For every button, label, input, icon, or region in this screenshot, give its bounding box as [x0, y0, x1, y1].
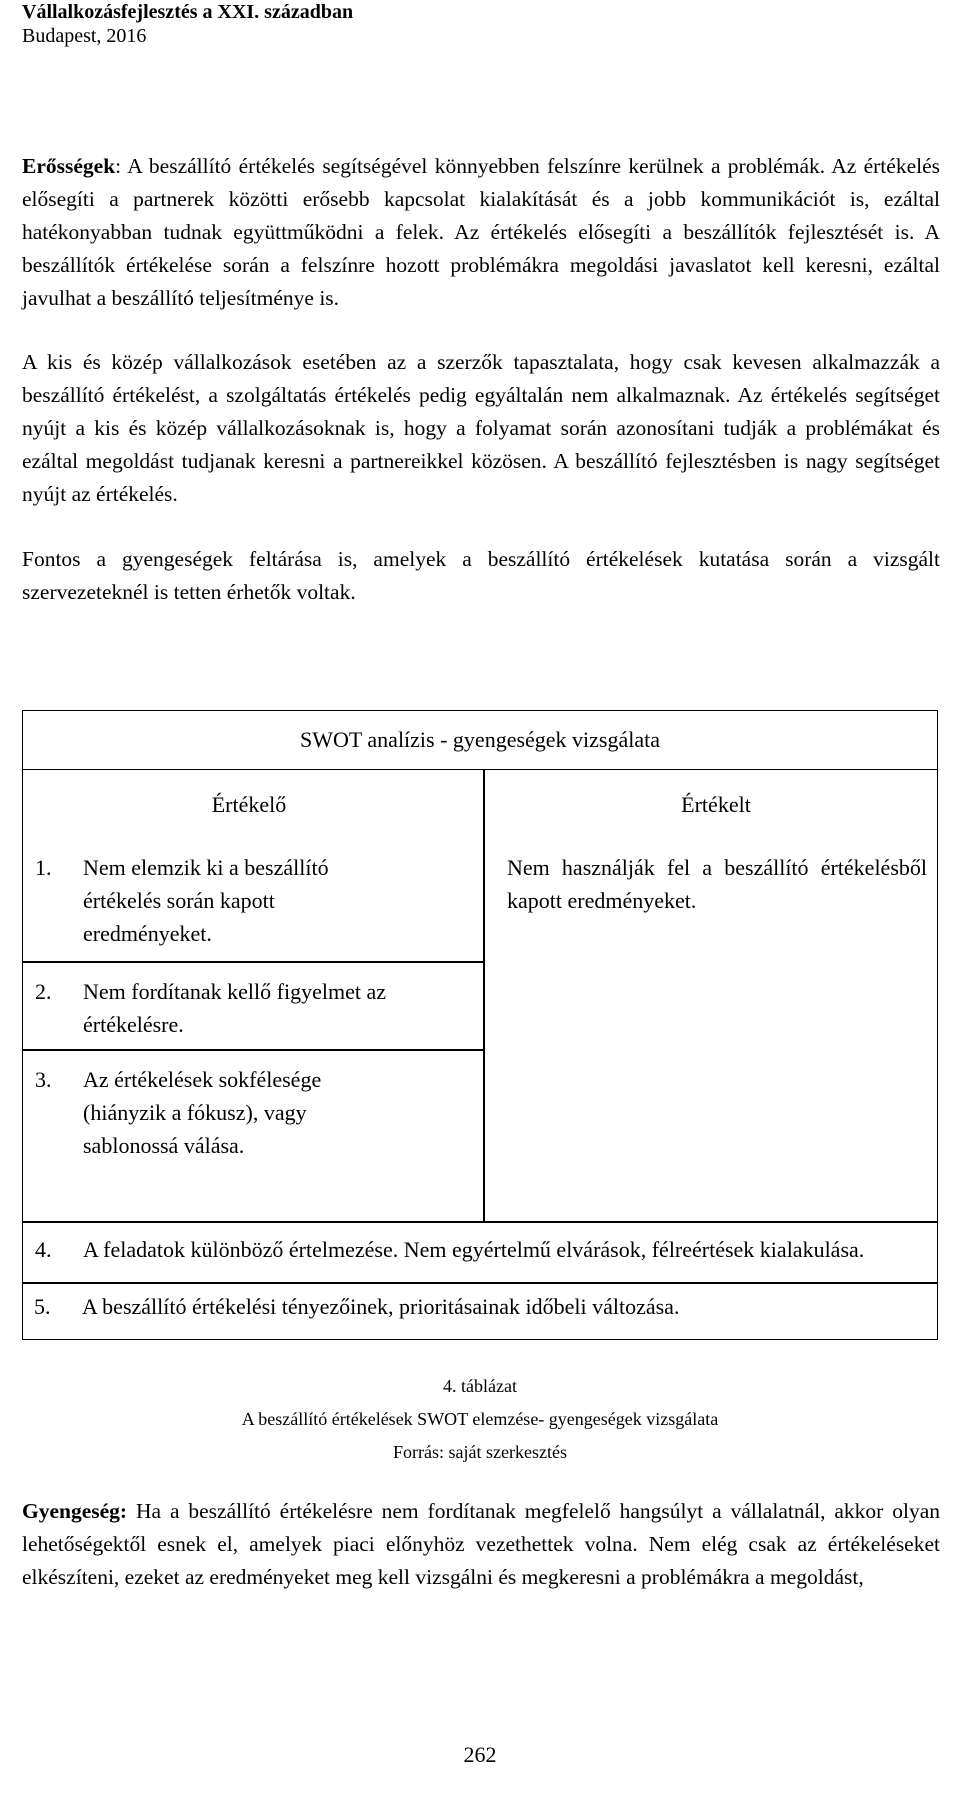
row-divider — [23, 1049, 483, 1051]
row-number: 3. — [35, 1067, 52, 1092]
header-title: Vállalkozásfejlesztés a XXI. században — [22, 1, 354, 23]
header-subtitle: Budapest, 2016 — [22, 25, 147, 47]
row-text: Nem fordítanak kellő figyelmet az értékelésre. — [83, 979, 386, 1037]
evaluated-text: Nem használják fel a beszállító értékelésből kapott eredményeket. — [507, 855, 927, 913]
table-caption-number: 4. táblázat — [443, 1376, 517, 1396]
strengths-text: : A beszállító értékelés segítségével könnyebben felszínre kerülnek a problémák. Az értékelés elősegíti a partnerek közötti erősebb kapcsolat kialakítását és a jobb kommunikációt is, ezáltal hatékonyabban tudnak együttműködni a felek. Az értékelés elősegíti a beszállítók fejlesztését is. A beszállítók értékelése során a felszínre hozott problémákra megoldási javaslatot kell keresni, ezáltal javulhat a beszállító teljesítménye is. — [22, 154, 940, 310]
weakness-lead: Gyengeség: — [22, 1499, 128, 1523]
row-text: Az értékelések sokfélesége (hiányzik a fókusz), vagy sablonossá válása. — [83, 1067, 322, 1158]
column-header-evaluator: Értékelő — [211, 792, 287, 817]
row-number: 4. — [35, 1237, 52, 1262]
weakness-text: Ha a beszállító értékelésre nem fordítanak megfelelő hangsúlyt a vállalatnál, akkor olyan lehetőségektől esnek el, amelyek piaci előnyhöz vezethettek volna. Nem elég csak az értékeléseket elkészíteni, ezeket az eredményeket meg kell vizsgálni és megkeresni a problémákra a megoldást, — [22, 1499, 940, 1589]
row-text: A feladatok különböző értelmezése. Nem egyértelmű elvárások, félreértések kialakulása. — [83, 1237, 865, 1262]
row-number: 1. — [35, 855, 52, 880]
table-caption-source: Forrás: saját szerkesztés — [393, 1442, 567, 1462]
table-caption-title: A beszállító értékelések SWOT elemzése- gyengeségek vizsgálata — [241, 1409, 719, 1429]
paragraph-strengths — [22, 150, 940, 315]
page-number: 262 — [463, 1742, 497, 1767]
paragraph-weakness-intro: Fontos a gyengeségek feltárása is, amelyek a beszállító értékelések kutatása során a vizsgált szervezeteknél is tetten érhetők voltak. — [22, 547, 940, 604]
row-number: 5. — [34, 1294, 51, 1319]
row-divider — [22, 1282, 938, 1284]
running-header — [22, 0, 353, 48]
paragraph-sme: A kis és közép vállalkozások esetében az a szerzők tapasztalata, hogy csak kevesen alkalmazzák a beszállító értékelést, a szolgáltatás értékelés pedig egyáltalán nem alkalmaznak. Az értékelés segítséget nyújt a kis és közép vállalkozásoknak is, hogy a folyamat során azonosítani tudják a problémákat és ezáltal megoldást tudjanak keresni a partnereikkel közösen. A beszállító fejlesztésben is nagy segítséget nyújt az értékelés. — [22, 350, 940, 506]
row-number: 2. — [35, 979, 52, 1004]
swot-table-title: SWOT analízis - gyengeségek vizsgálata — [23, 711, 937, 770]
row-divider — [23, 1221, 937, 1223]
paragraph-weakness — [22, 1495, 940, 1594]
row-text: A beszállító értékelési tényezőinek, prioritásainak időbeli változása. — [82, 1294, 680, 1319]
row-divider — [23, 961, 483, 963]
column-divider — [483, 769, 485, 1221]
row-text: Nem elemzik ki a beszállító értékelés során kapott eredményeket. — [83, 855, 329, 946]
column-header-evaluated: Értékelt — [681, 792, 751, 817]
swot-table — [22, 710, 938, 1340]
strengths-lead: Erősségek — [22, 154, 116, 178]
